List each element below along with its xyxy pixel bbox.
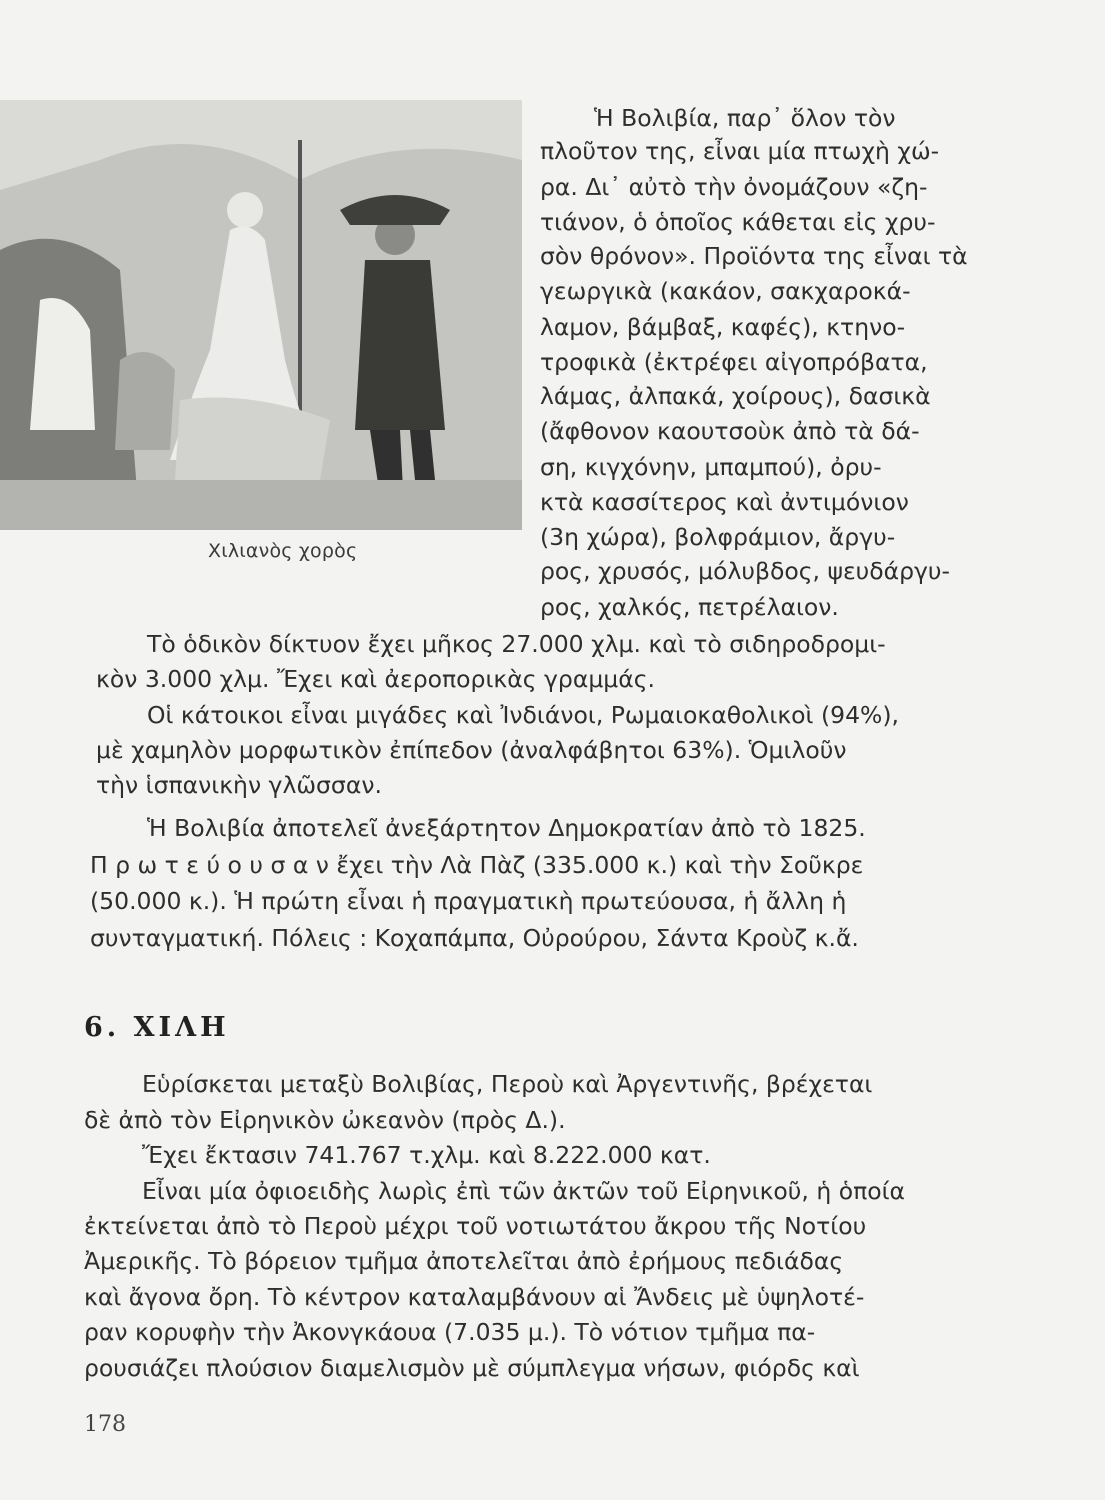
text-line: Ἡ Βολιβία ἀποτελεῖ ἀνεξάρτητον Δημοκρατίαν ἀπὸ τὸ 1825. <box>147 814 866 842</box>
text-line: Ἡ Βολιβία, παρ᾽ ὅλον τὸν <box>594 104 896 132</box>
text-line: ραν κορυφὴν τὴν Ἀκονγκάουα (7.035 μ.). Τὸ νότιον τμῆμα πα- <box>84 1318 816 1346</box>
text-line: γεωργικὰ (κακάον, σακχαροκά- <box>540 277 911 305</box>
text-line: (ἄφθονον καουτσοὺκ ἀπὸ τὰ δά- <box>540 417 920 445</box>
text-line: Εἶναι μία ὀφιοειδὴς λωρὶς ἐπὶ τῶν ἀκτῶν τοῦ Εἰρηνικοῦ, ἡ ὁποία <box>142 1177 906 1205</box>
text-line: λάμας, ἀλπακά, χοίρους), δασικὰ <box>540 382 931 410</box>
text-line: ρουσιάζει πλούσιον διαμελισμὸν μὲ σύμπλεγμα νήσων, φιόρδς καὶ <box>84 1354 860 1382</box>
text-line: λαμον, βάμβαξ, καφές), κτηνο- <box>540 313 906 341</box>
text-line: ρος, χρυσός, μόλυβδος, ψευδάργυ- <box>540 557 951 585</box>
dance-photo-image <box>0 100 522 530</box>
page-number: 178 <box>84 1412 126 1437</box>
text-line: τιάνον, ὁ ὁποῖος κάθεται εἰς χρυ- <box>540 208 936 236</box>
text-line: Οἱ κάτοικοι εἶναι μιγάδες καὶ Ἰνδιάνοι, Ρωμαιοκαθολικοὶ (94%), <box>147 701 900 729</box>
text-line: ἐκτείνεται ἀπὸ τὸ Περοὺ μέχρι τοῦ νοτιωτάτου ἄκρου τῆς Νοτίου <box>84 1212 867 1240</box>
text-line: (50.000 κ.). Ἡ πρώτη εἶναι ἡ πραγματικὴ πρωτεύουσα, ἡ ἄλλη ἡ <box>90 887 847 915</box>
text-line: (3η χώρα), βολφράμιον, ἄργυ- <box>540 523 896 551</box>
photo-caption: Χιλιανὸς χορὸς <box>208 540 358 562</box>
text-line: Τὸ ὁδικὸν δίκτυον ἔχει μῆκος 27.000 χλμ. καὶ τὸ σιδηροδρομι- <box>147 630 886 658</box>
text-line: καὶ ἄγονα ὄρη. Τὸ κέντρον καταλαμβάνουν αἱ Ἄνδεις μὲ ὑψηλοτέ- <box>84 1283 865 1311</box>
text-line: τὴν ἱσπανικὴν γλῶσσαν. <box>96 771 382 799</box>
text-line: μὲ χαμηλὸν μορφωτικὸν ἐπίπεδον (ἀναλφάβητοι 63%). Ὁμιλοῦν <box>96 736 847 764</box>
text-line: κτὰ κασσίτερος καὶ ἀντιμόνιον <box>540 488 909 516</box>
text-line: Π ρ ω τ ε ύ ο υ σ α ν ἔχει τὴν Λὰ Πὰζ (335.000 κ.) καὶ τὴν Σοῦκρε <box>90 851 864 879</box>
dance-photo <box>0 100 522 530</box>
text-line: τροφικὰ (ἐκτρέφει αἰγοπρόβατα, <box>540 348 928 376</box>
text-line: ρος, χαλκός, πετρέλαιον. <box>540 593 839 621</box>
text-line: συνταγματική. Πόλεις : Κοχαπάμπα, Οὐρούρου, Σάντα Κροὺζ κ.ἄ. <box>90 924 859 952</box>
text-line: κὸν 3.000 χλμ. Ἔχει καὶ ἀεροπορικὰς γραμμάς. <box>96 665 655 693</box>
chile-heading: 6. ΧΙΛΗ <box>84 1012 230 1043</box>
text-line: πλοῦτον της, εἶναι μία πτωχὴ χώ- <box>540 137 940 165</box>
text-line: Ἔχει ἔκτασιν 741.767 τ.χλμ. καὶ 8.222.000 κατ. <box>142 1141 711 1169</box>
text-line: Εὑρίσκεται μεταξὺ Βολιβίας, Περοὺ καὶ Ἀργεντινῆς, βρέχεται <box>142 1070 873 1098</box>
text-line: δὲ ἀπὸ τὸν Εἰρηνικὸν ὠκεανὸν (πρὸς Δ.). <box>84 1106 566 1134</box>
text-line: ση, κιγχόνην, μπαμπού), ὀρυ- <box>540 453 882 481</box>
text-line: ρα. Δι᾽ αὐτὸ τὴν ὀνομάζουν «ζη- <box>540 173 928 201</box>
text-line: σὸν θρόνον». Προϊόντα της εἶναι τὰ <box>540 242 968 270</box>
text-line: Ἀμερικῆς. Τὸ βόρειον τμῆμα ἀποτελεῖται ἀπὸ ἐρήμους πεδιάδας <box>84 1247 844 1275</box>
